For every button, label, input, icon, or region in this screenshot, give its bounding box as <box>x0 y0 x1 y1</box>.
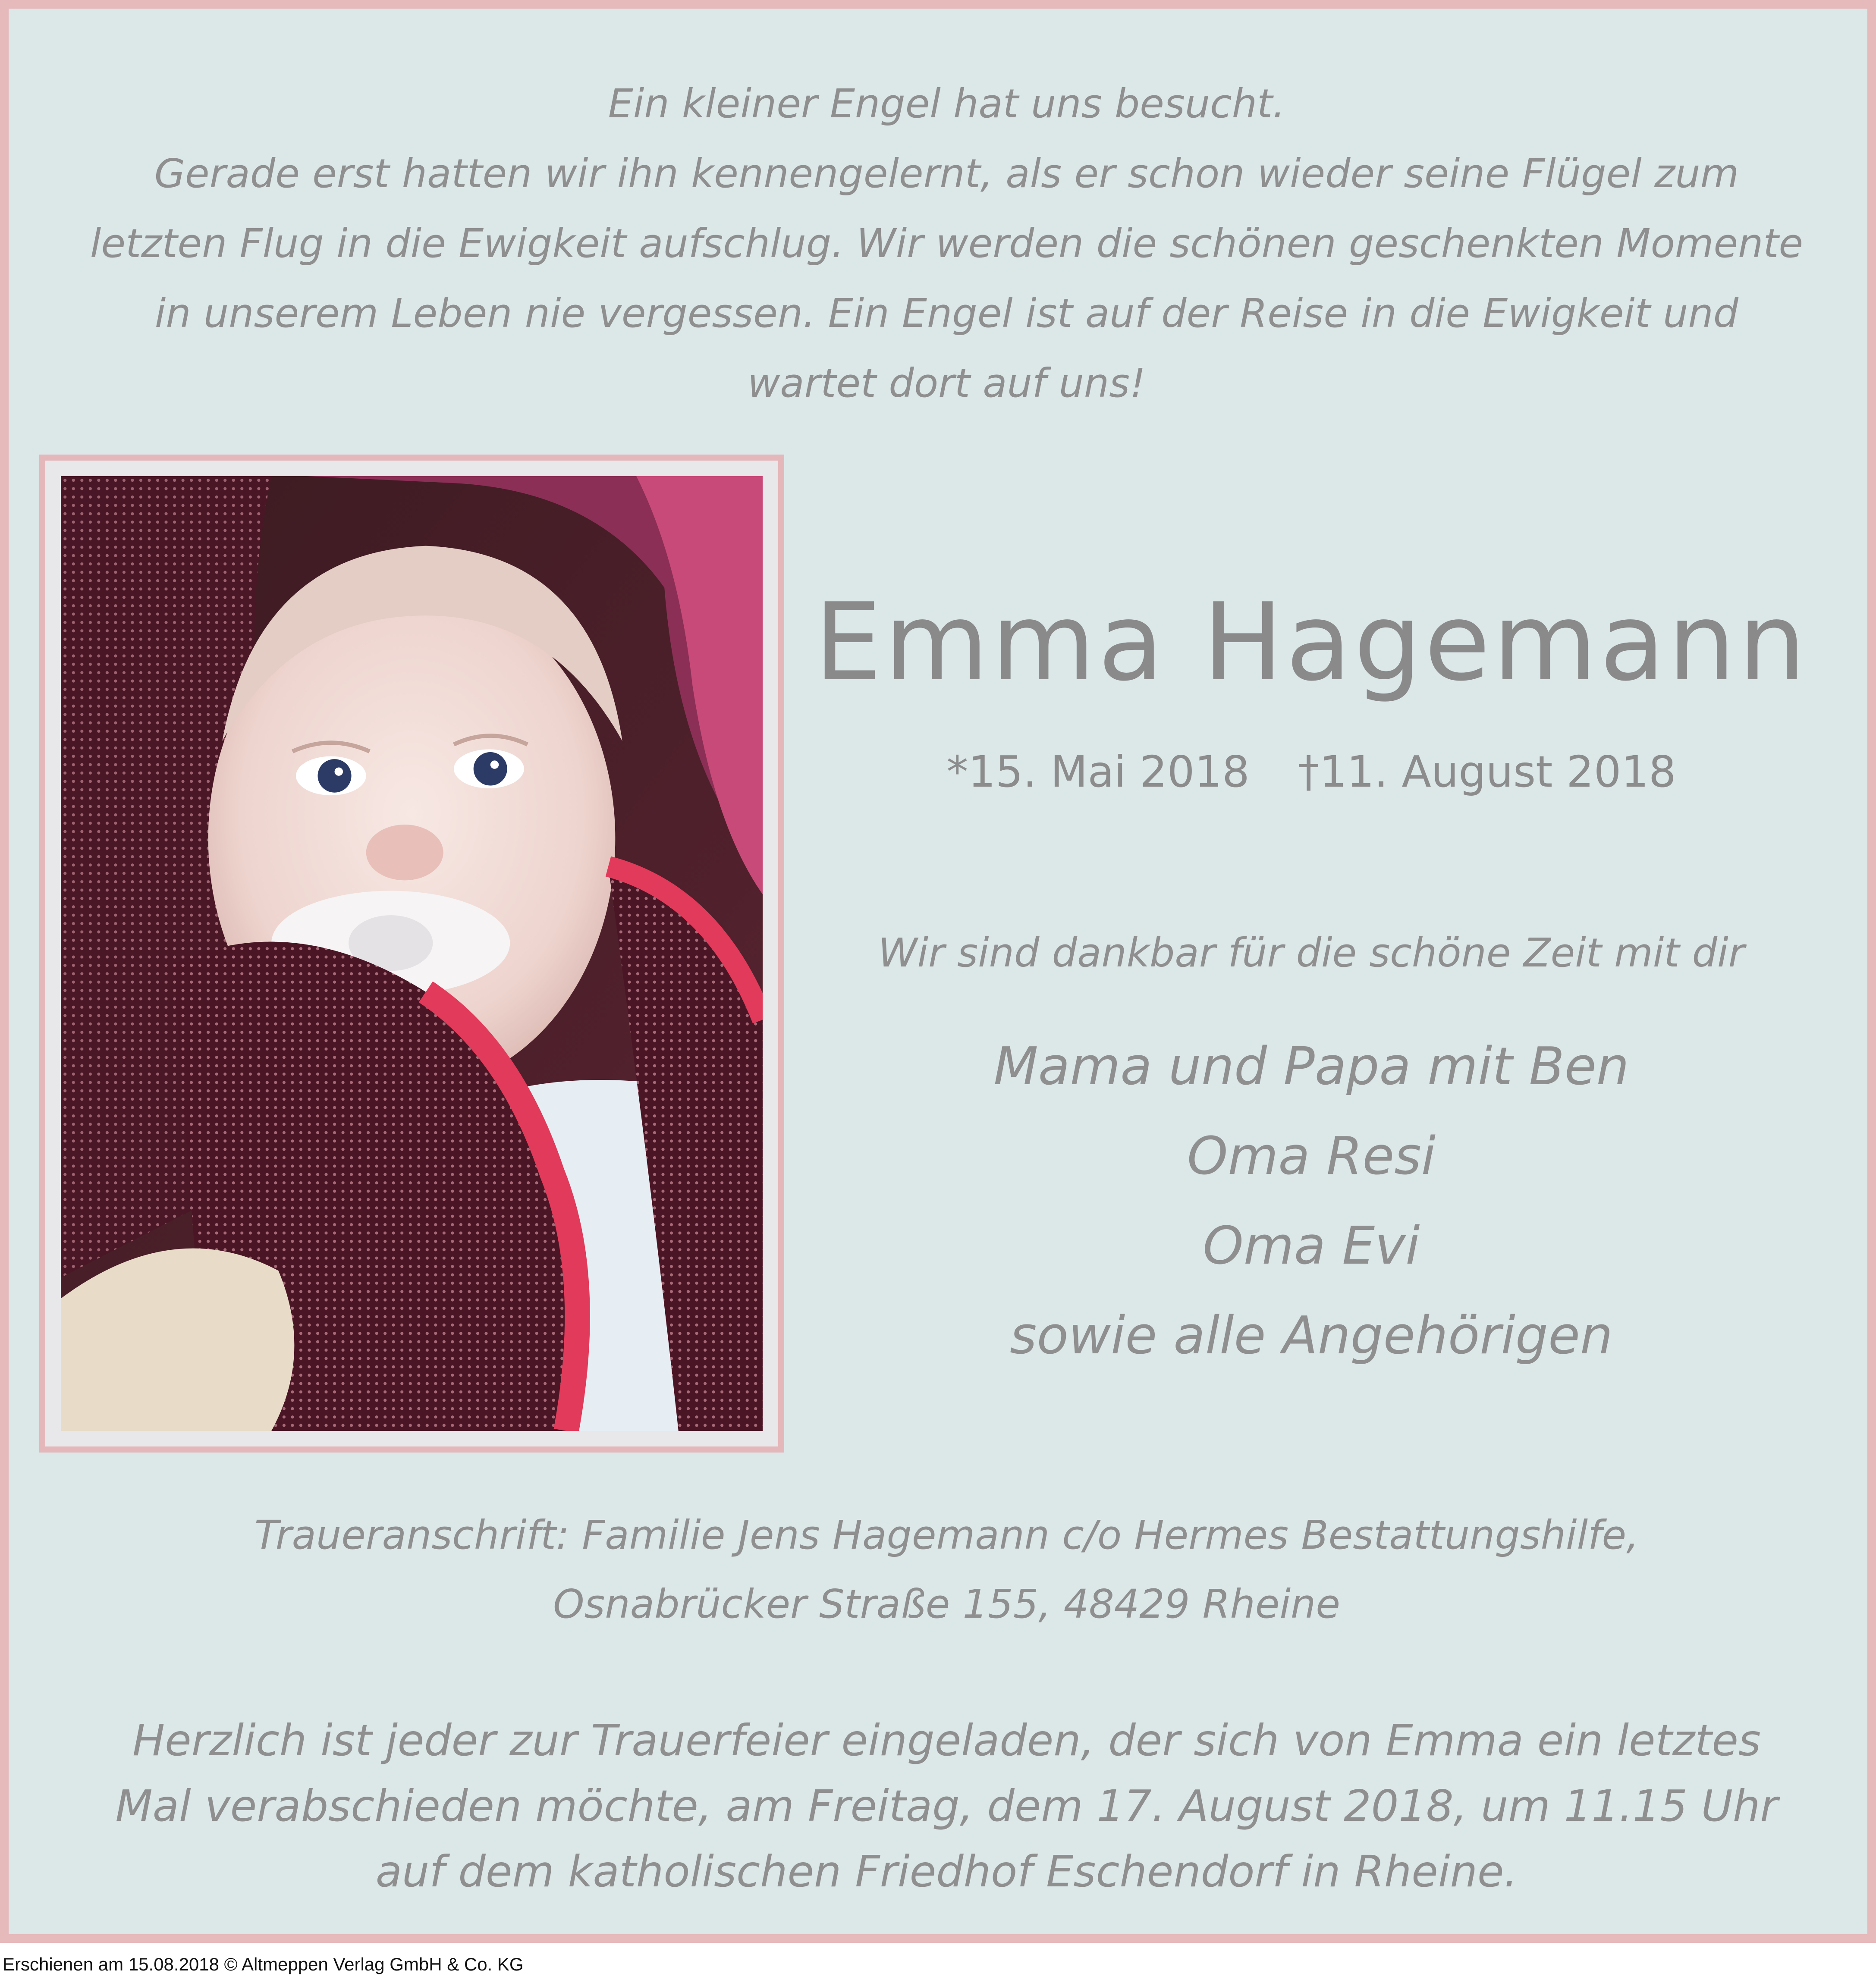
address-line: Osnabrücker Straße 155, 48429 Rheine <box>553 1581 1340 1627</box>
photo-frame <box>39 455 784 1453</box>
baby-photo <box>61 476 763 1431</box>
death-date: †11. August 2018 <box>1298 747 1676 797</box>
deceased-name: Emma Hagemann <box>814 580 1809 705</box>
invite-line: auf dem katholischen Friedhof Eschendorf in Rheine. <box>375 1846 1518 1897</box>
address-line: Traueranschrift: Familie Jens Hagemann c/o Hermes Bestattungshilfe, <box>254 1512 1639 1558</box>
invite-line: Herzlich ist jeder zur Trauerfeier eingeladen, der sich von Emma ein letztes <box>132 1715 1761 1766</box>
mourning-address <box>60 1501 1833 1639</box>
life-dates <box>798 742 1825 802</box>
invite-line: Mal verabschieden möchte, am Freitag, dem 17. August 2018, um 11.15 Uhr <box>115 1781 1778 1831</box>
intro-line: letzten Flug in die Ewigkeit aufschlug. Wir werden die schönen geschenkten Momente <box>90 220 1804 267</box>
intro-line: wartet dort auf uns! <box>747 360 1146 406</box>
family-line: Mama und Papa mit Ben <box>993 1037 1629 1097</box>
photo-mat <box>45 461 778 1446</box>
family-line: Oma Resi <box>1187 1126 1436 1186</box>
family-list <box>798 1022 1825 1381</box>
funeral-invitation <box>52 1708 1841 1904</box>
thanks-line: Wir sind dankbar für die schöne Zeit mit dir <box>878 930 1745 976</box>
family-line: Oma Evi <box>1203 1216 1420 1276</box>
intro-poem <box>60 69 1833 418</box>
publication-footer: Erschienen am 15.08.2018 © Altmeppen Verlag GmbH & Co. KG <box>3 1954 524 1974</box>
family-line: sowie alle Angehörigen <box>1010 1306 1613 1366</box>
intro-line: Gerade erst hatten wir ihn kennengelernt, als er schon wieder seine Flügel zum <box>154 151 1739 197</box>
birth-date: *15. Mai 2018 <box>946 747 1250 797</box>
intro-line: in unserem Leben nie vergessen. Ein Engel ist auf der Reise in die Ewigkeit und <box>154 290 1739 336</box>
intro-line: Ein kleiner Engel hat uns besucht. <box>608 81 1285 127</box>
